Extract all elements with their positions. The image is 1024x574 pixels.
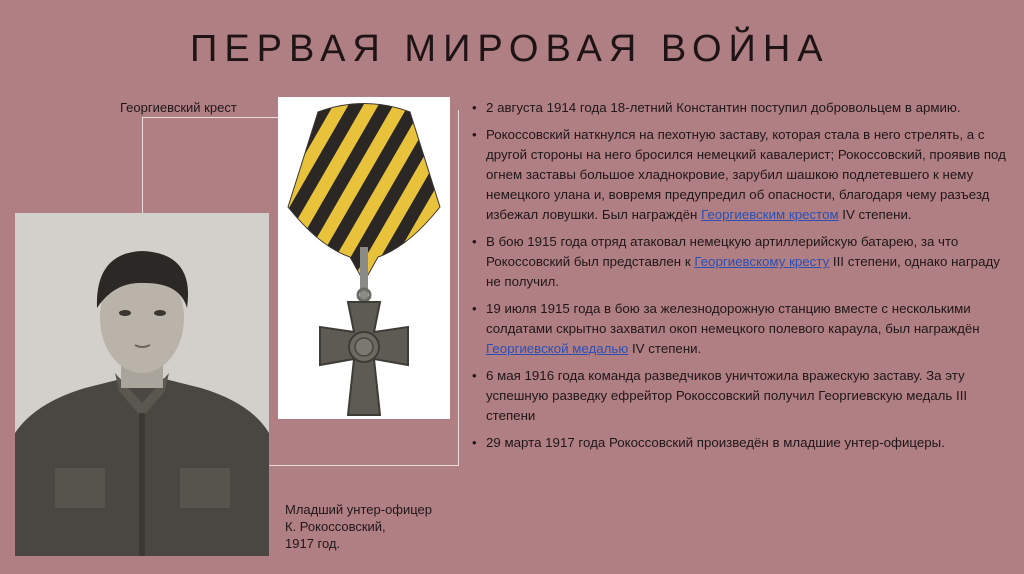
bullet-item <box>470 299 1010 359</box>
bullet-link[interactable]: Георгиевскому кресту <box>694 254 830 269</box>
bullet-text: 19 июля 1915 года в бою за железнодорожную станцию вместе с несколькими солдатами скрытно захватил окоп немецкого полевого караула, был награждён <box>486 301 980 336</box>
portrait-caption-line: Младший унтер-офицер <box>285 502 433 517</box>
portrait-caption-line: К. Рокоссовский, <box>285 519 386 534</box>
frame-line-bottom <box>269 465 459 466</box>
frame-line-left <box>142 117 143 213</box>
bullet-text: 29 марта 1917 года Рокоссовский произведён в младшие унтер-офицеры. <box>486 435 945 450</box>
bullet-text: Рокоссовский наткнулся на пехотную заставу, которая стала в него стрелять, а с другой стороны на него бросился немецкий кавалерист; Рокоссовский, проявив под огнем заставы большое хладнокровие, зарубил шашкою подлетевшего к нему немецкого улана и, вовремя предупредил об опасности, благодаря чему разъезд избежал ловушки. Был награждён <box>486 127 1006 222</box>
frame-line-top <box>142 117 278 118</box>
medal-caption: Георгиевский крест <box>120 100 237 115</box>
bullet-link[interactable]: Георгиевским крестом <box>701 207 839 222</box>
portrait-photo <box>15 213 269 556</box>
bullet-text: 6 мая 1916 года команда разведчиков уничтожила вражескую заставу. За эту успешную разведку ефрейтор Рокоссовский получил Георгиевскую медаль III степени <box>486 368 968 423</box>
bullet-item <box>470 433 1010 453</box>
bullet-text: В бою 1915 года отряд атаковал немецкую артиллерийскую батарею, за что Рокоссовский был представлен к <box>486 234 959 269</box>
bullet-item <box>470 125 1010 225</box>
bullet-item <box>470 366 1010 426</box>
bullet-text: IV степени. <box>628 341 702 356</box>
bullet-text: IV степени. <box>838 207 912 222</box>
bullet-text: 2 августа 1914 года 18-летний Константин поступил добровольцем в армию. <box>486 100 961 115</box>
bullet-list <box>470 98 1010 460</box>
page-title: ПЕРВАЯ МИРОВАЯ ВОЙНА <box>190 28 830 70</box>
portrait-caption-line: 1917 год. <box>285 536 341 551</box>
portrait-caption <box>285 501 432 552</box>
bullet-link[interactable]: Георгиевской медалью <box>486 341 629 356</box>
frame-line-right <box>458 110 459 466</box>
george-cross-image <box>278 97 450 419</box>
bullet-text: III степени, однако награду не получил. <box>486 254 1000 289</box>
bullet-item <box>470 232 1010 292</box>
bullet-item <box>470 98 1010 118</box>
